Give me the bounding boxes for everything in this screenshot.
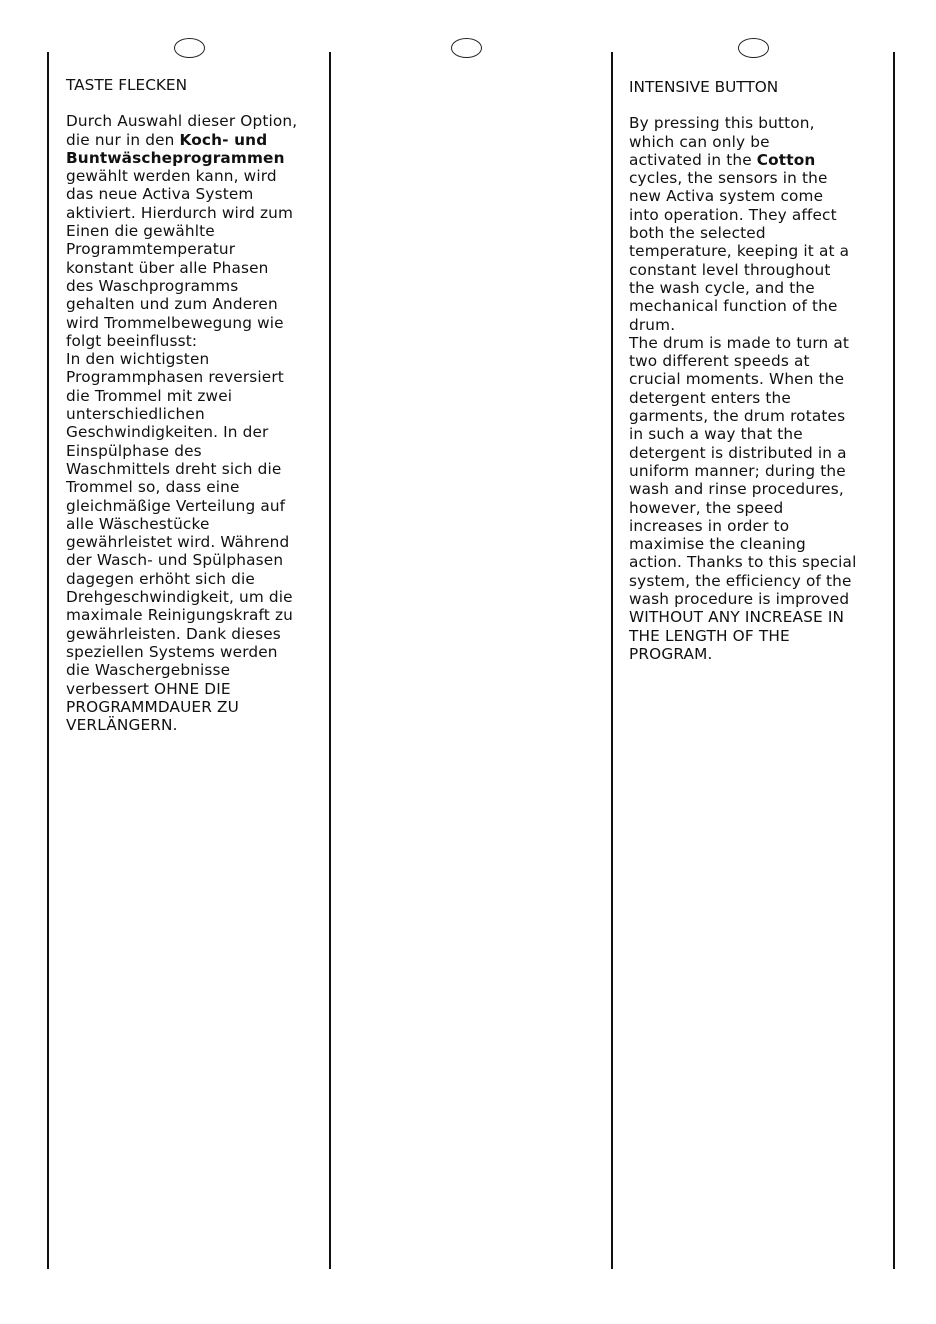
text-line [66, 185, 328, 203]
language-marker-right [738, 38, 769, 58]
text-line [629, 242, 891, 260]
text-line [66, 277, 328, 295]
text-line [629, 425, 891, 443]
body-text: speziellen Systems werden [66, 642, 278, 661]
text-line [629, 535, 891, 553]
english-heading: INTENSIVE BUTTON [629, 78, 779, 96]
body-text: des Waschprogramms [66, 276, 239, 295]
text-line [66, 680, 328, 698]
column-rule-center [329, 52, 331, 1269]
text-line [629, 261, 891, 279]
text-line [66, 533, 328, 551]
body-text: By pressing this button, [629, 114, 815, 133]
body-text: The drum is made to turn at [629, 333, 850, 352]
text-line [66, 698, 328, 716]
text-line [66, 112, 328, 130]
text-line [629, 590, 891, 608]
text-line [629, 499, 891, 517]
body-text: mechanical function of the [629, 297, 838, 316]
body-text: wash and rinse procedures, [629, 480, 844, 499]
text-line [66, 167, 328, 185]
body-text: In den wichtigsten [66, 350, 210, 369]
text-line [629, 517, 891, 535]
body-text: konstant über alle Phasen [66, 258, 269, 277]
body-text: alle Wäschestücke [66, 514, 210, 533]
body-text: Trommel so, dass eine [66, 478, 240, 497]
german-body [66, 112, 328, 734]
text-line [629, 297, 891, 315]
text-line [66, 368, 328, 386]
text-line [629, 151, 891, 169]
body-text: drum. [629, 315, 676, 334]
text-line [66, 570, 328, 588]
text-line [629, 279, 891, 297]
column-rule-left [47, 52, 49, 1269]
body-text: in such a way that the [629, 425, 803, 444]
text-line [66, 387, 328, 405]
bold-text: Buntwäscheprogrammen [66, 148, 285, 167]
text-line [629, 407, 891, 425]
text-line [66, 204, 328, 222]
text-line [629, 169, 891, 187]
body-text: constant level throughout [629, 260, 831, 279]
text-line [66, 551, 328, 569]
language-marker-left [174, 38, 205, 58]
body-text: WITHOUT ANY INCREASE IN [629, 608, 845, 627]
body-text: wird Trommelbewegung wie [66, 313, 284, 332]
text-line [629, 627, 891, 645]
body-text: into operation. They affect [629, 205, 837, 224]
body-text: gewährleisten. Dank dieses [66, 624, 281, 643]
text-line [629, 444, 891, 462]
body-text: die nur in den [66, 130, 180, 149]
body-text: aktiviert. Hierdurch wird zum [66, 203, 294, 222]
text-line [629, 187, 891, 205]
body-text: gewährleistet wird. Während [66, 533, 290, 552]
text-line [629, 370, 891, 388]
body-text: maximale Reinigungskraft zu [66, 606, 293, 625]
body-text: activated in the [629, 150, 757, 169]
body-text: die Waschergebnisse [66, 661, 231, 680]
body-text: das neue Activa System [66, 185, 254, 204]
text-line [66, 478, 328, 496]
english-section [629, 78, 891, 663]
text-line [66, 131, 328, 149]
body-text: however, the speed [629, 498, 784, 517]
body-text: Geschwindigkeiten. In der [66, 423, 269, 442]
text-line [66, 643, 328, 661]
body-text: THE LENGTH OF THE [629, 626, 790, 645]
text-line [629, 224, 891, 242]
body-text: VERLÄNGERN. [66, 716, 178, 735]
body-text: gleichmäßige Verteilung auf [66, 496, 286, 515]
text-line [66, 259, 328, 277]
text-line [66, 314, 328, 332]
text-line [66, 332, 328, 350]
body-text: die Trommel mit zwei [66, 386, 233, 405]
language-marker-center [451, 38, 482, 58]
body-text: unterschiedlichen [66, 405, 205, 424]
text-line [629, 572, 891, 590]
body-text: detergent is distributed in a [629, 443, 847, 462]
text-line [629, 389, 891, 407]
text-line [629, 114, 891, 132]
body-text: PROGRAM. [629, 644, 713, 663]
text-line [629, 645, 891, 663]
body-text: dagegen erhöht sich die [66, 569, 255, 588]
text-line [629, 316, 891, 334]
text-line [629, 480, 891, 498]
body-text: which can only be [629, 132, 770, 151]
body-text: Programmphasen reversiert [66, 368, 284, 387]
body-text: detergent enters the [629, 388, 791, 407]
body-text: folgt beeinflusst: [66, 331, 198, 350]
text-line [66, 661, 328, 679]
body-text: action. Thanks to this special [629, 553, 857, 572]
bold-text: Cotton [756, 150, 816, 169]
body-text: both the selected [629, 224, 766, 243]
body-text: wash procedure is improved [629, 590, 850, 609]
body-text: Einen die gewählte [66, 222, 215, 241]
body-text: Waschmittels dreht sich die [66, 459, 282, 478]
body-text: the wash cycle, and the [629, 278, 815, 297]
body-text: der Wasch- und Spülphasen [66, 551, 284, 570]
text-line [629, 334, 891, 352]
body-text: two different speeds at [629, 352, 810, 371]
text-line [66, 240, 328, 258]
text-line [66, 222, 328, 240]
text-line [66, 350, 328, 368]
text-line [66, 149, 328, 167]
bold-text: Koch- und [179, 130, 268, 149]
body-text: temperature, keeping it at a [629, 242, 850, 261]
text-line [66, 497, 328, 515]
text-line [66, 460, 328, 478]
body-text: system, the efficiency of the [629, 571, 852, 590]
body-text: crucial moments. When the [629, 370, 845, 389]
body-text: Drehgeschwindigkeit, um die [66, 588, 293, 607]
body-text: Einspülphase des [66, 441, 202, 460]
english-body [629, 114, 891, 663]
text-line [629, 206, 891, 224]
body-text: verbessert OHNE DIE [66, 679, 231, 698]
text-line [66, 405, 328, 423]
body-text: Programmtemperatur [66, 240, 236, 259]
text-line [66, 716, 328, 734]
text-line [66, 442, 328, 460]
text-line [66, 515, 328, 533]
body-text: gewählt werden kann, wird [66, 167, 277, 186]
text-line [629, 608, 891, 626]
body-text: uniform manner; during the [629, 461, 846, 480]
text-line [66, 606, 328, 624]
body-text: cycles, the sensors in the [629, 169, 828, 188]
body-text: maximise the cleaning [629, 535, 806, 554]
text-line [66, 423, 328, 441]
body-text: gehalten und zum Anderen [66, 295, 278, 314]
column-rule-right [611, 52, 613, 1269]
text-line [66, 295, 328, 313]
body-text: Durch Auswahl dieser Option, [66, 112, 298, 131]
body-text: PROGRAMMDAUER ZU [66, 697, 240, 716]
body-text: increases in order to [629, 516, 790, 535]
body-text: new Activa system come [629, 187, 824, 206]
german-section [66, 76, 328, 734]
text-line [629, 553, 891, 571]
text-line [66, 588, 328, 606]
text-line [629, 133, 891, 151]
body-text: garments, the drum rotates [629, 407, 846, 426]
german-heading: TASTE FLECKEN [66, 76, 188, 94]
text-line [66, 625, 328, 643]
column-rule-far-right [893, 52, 895, 1269]
text-line [629, 352, 891, 370]
text-line [629, 462, 891, 480]
